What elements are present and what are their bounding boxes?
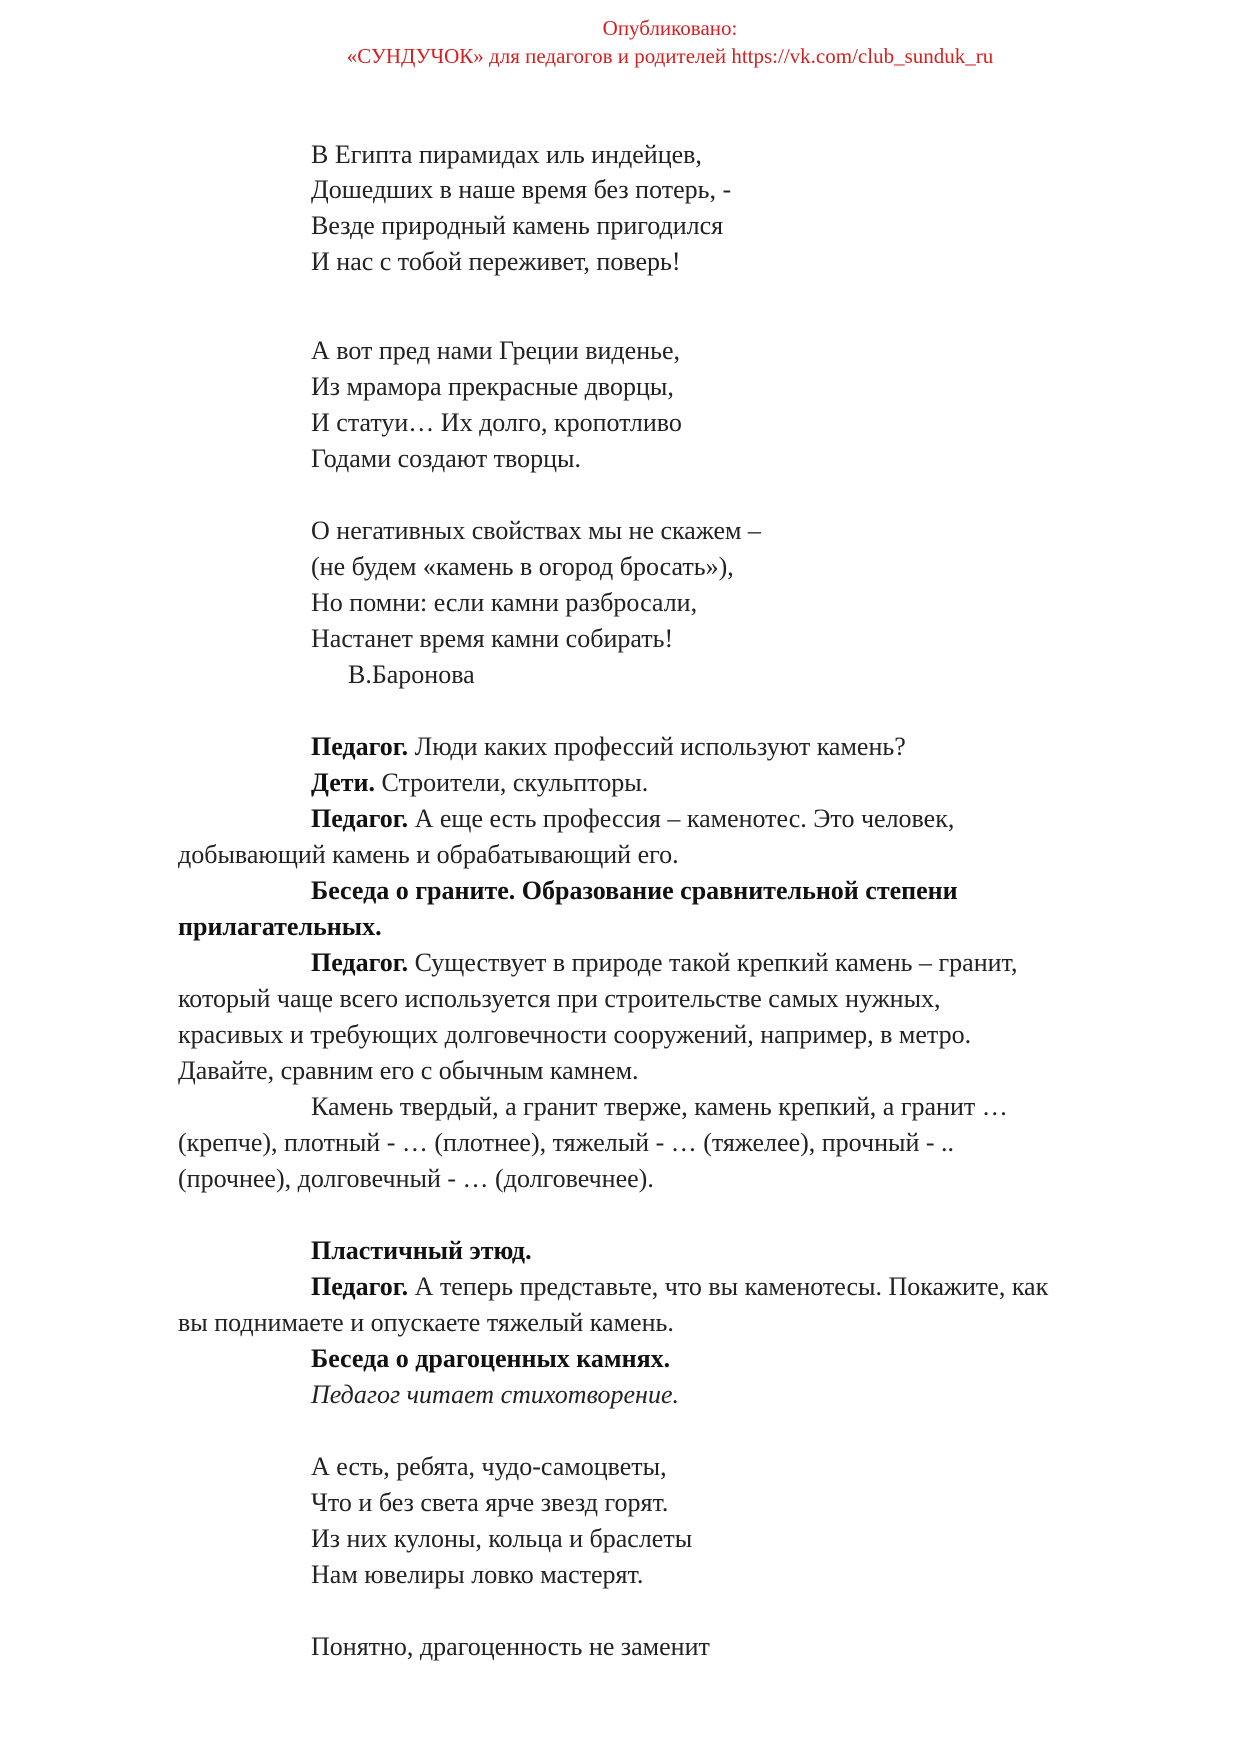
- speaker-label: Педагог.: [311, 1272, 409, 1301]
- header-published-label: Опубликовано:: [602, 16, 738, 40]
- publication-header: [0, 14, 1240, 70]
- dialogue-text: Люди каких профессий используют камень?: [408, 732, 906, 761]
- poem-line: В Египта пирамидах иль индейцев,: [311, 140, 702, 169]
- heading-text: прилагательных.: [178, 912, 382, 941]
- poem-line: Настанет время камни собирать!: [311, 624, 674, 653]
- section-heading: [311, 1233, 532, 1269]
- body-text: Камень твердый, а гранит тверже, камень крепкий, а гранит …: [311, 1092, 1008, 1121]
- poem-line: Из них кулоны, кольца и браслеты: [311, 1524, 693, 1553]
- speaker-label: Педагог.: [311, 948, 409, 977]
- poem-line: (не будем «камень в огород бросать»),: [311, 552, 734, 581]
- dialogue-line: [311, 765, 648, 801]
- poem-line: И нас с тобой переживет, поверь!: [311, 247, 681, 276]
- body-text: Давайте, сравним его с обычным камнем.: [178, 1056, 639, 1085]
- dialogue-line: [311, 1269, 1048, 1305]
- heading-text: Беседа о драгоценных камнях.: [311, 1344, 671, 1373]
- poem-line: Дошедших в наше время без потерь, -: [311, 175, 732, 204]
- poem-line: Что и без света ярче звезд горят.: [311, 1488, 669, 1517]
- poem-line: Годами создают творцы.: [311, 444, 582, 473]
- body-text: красивых и требующих долговечности сооружений, например, в метро.: [178, 1020, 972, 1049]
- speaker-label: Педагог.: [311, 804, 409, 833]
- poem-line: Из мрамора прекрасные дворцы,: [311, 372, 674, 401]
- poem-line: Понятно, драгоценность не заменит: [311, 1632, 710, 1661]
- poem-line: Нам ювелиры ловко мастерят.: [311, 1560, 644, 1589]
- body-text: который чаще всего используется при строительстве самых нужных,: [178, 984, 941, 1013]
- dialogue-text: добывающий камень и обрабатывающий его.: [178, 840, 679, 869]
- dialogue-text: Существует в природе такой крепкий камень – гранит,: [408, 948, 1018, 977]
- note-text: Педагог читает стихотворение.: [311, 1380, 679, 1409]
- heading-text: Пластичный этюд.: [311, 1236, 532, 1265]
- body-text: (крепче), плотный - … (плотнее), тяжелый - … (тяжелее), прочный - ..: [178, 1128, 955, 1157]
- poem-line: Везде природный камень пригодился: [311, 211, 724, 240]
- poem-line: О негативных свойствах мы не скажем –: [311, 516, 761, 545]
- speaker-label: Дети.: [311, 768, 375, 797]
- poem-line: А вот пред нами Греции виденье,: [311, 336, 681, 365]
- poem-line: Но помни: если камни разбросали,: [311, 588, 698, 617]
- dialogue-line: [311, 729, 906, 765]
- body-text: (прочнее), долговечный - … (долговечнее).: [178, 1164, 654, 1193]
- heading-text: Беседа о граните. Образование сравнительной степени: [311, 876, 958, 905]
- section-heading: [311, 873, 958, 909]
- section-heading: [178, 909, 382, 945]
- header-source-line: «СУНДУЧОК» для педагогов и родителей https://vk.com/club_sunduk_ru: [346, 44, 994, 68]
- poem-line: И статуи… Их долго, кропотливо: [311, 408, 682, 437]
- body-text: вы поднимаете и опускаете тяжелый камень.: [178, 1308, 674, 1337]
- dialogue-text: Строители, скульпторы.: [375, 768, 649, 797]
- dialogue-text: А теперь представьте, что вы каменотесы. Покажите, как: [408, 1272, 1049, 1301]
- section-heading: [311, 1341, 670, 1377]
- poem-line: А есть, ребята, чудо-самоцветы,: [311, 1452, 667, 1481]
- dialogue-line: [311, 801, 954, 837]
- dialogue-text: А еще есть профессия – каменотес. Это человек,: [408, 804, 955, 833]
- stage-note: [311, 1377, 679, 1413]
- poem-author: В.Баронова: [348, 660, 475, 689]
- speaker-label: Педагог.: [311, 732, 409, 761]
- dialogue-line: [311, 945, 1017, 981]
